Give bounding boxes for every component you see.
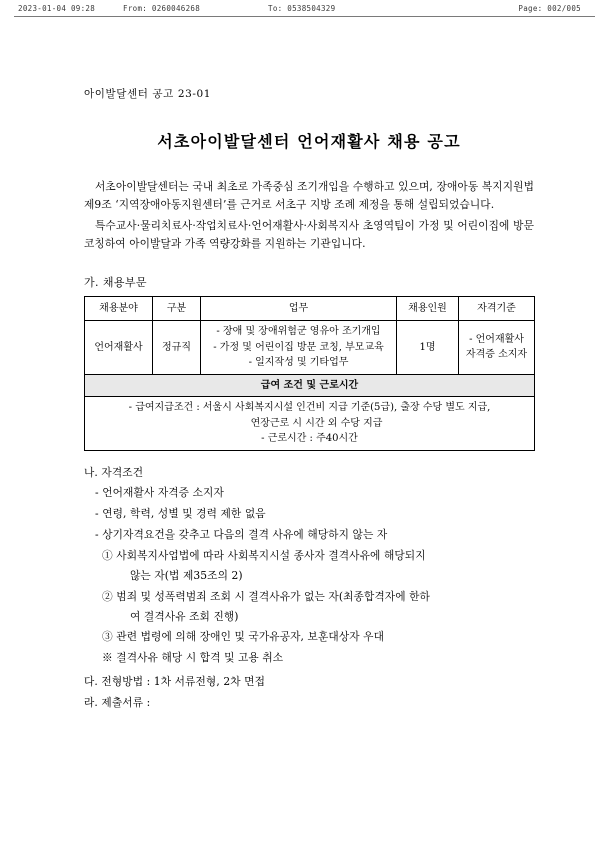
section-b-item-3: - 상기자격요건을 갖추고 다음의 결격 사유에 해당하지 않는 자 xyxy=(95,528,388,542)
duty-line-2: - 가정 및 어린이집 방문 코칭, 부모교육 xyxy=(213,341,384,353)
cell-field: 언어재활사 xyxy=(85,321,153,375)
duty-line-1: - 장애 및 장애위험군 영유아 조기개입 xyxy=(216,326,381,338)
page-title: 서초아이발달센터 언어재활사 채용 공고 xyxy=(157,132,461,151)
header-duty: 업무 xyxy=(201,296,397,321)
header-count: 채용인원 xyxy=(397,296,459,321)
subitem-1-line: ① 사회복지사업법에 따라 사회복지시설 종사자 결격사유에 해당되지 xyxy=(102,549,426,563)
subitem-3-line: ③ 관련 법령에 의해 장애인 및 국가유공자, 보훈대상자 우대 xyxy=(102,630,385,644)
section-b-subitem-3 xyxy=(84,627,534,647)
section-b-subitem-2 xyxy=(84,587,534,628)
section-b-item-2: - 연령, 학력, 성별 및 경력 제한 없음 xyxy=(95,507,266,521)
section-b-item-1: - 언어재활사 자격증 소지자 xyxy=(95,486,224,500)
fax-date: 2023-01-04 09:28 xyxy=(18,4,96,13)
fax-from: From: 0260046268 xyxy=(123,4,201,13)
table-row xyxy=(85,321,535,375)
subitem-1-cont: 않는 자(법 제35조의 2) xyxy=(130,569,243,583)
cell-count: 1명 xyxy=(397,321,459,375)
section-b-heading: 나. 자격조건 xyxy=(84,465,144,479)
conditions-header: 급여 조건 및 근로시간 xyxy=(85,374,535,397)
header-divider xyxy=(14,16,595,17)
section-a-heading: 가. 채용부문 xyxy=(84,275,147,289)
subitem-2-cont: 여 결격사유 조회 진행) xyxy=(130,610,239,624)
recruitment-table xyxy=(84,296,535,451)
condition-line-2: 연장근로 시 시간 외 수당 지급 xyxy=(250,417,383,429)
cell-qualification: - 언어재활사 자격증 소지자 xyxy=(459,321,535,375)
section-d: 라. 제출서류 : xyxy=(84,695,151,709)
intro-paragraph-1: 서초아이발달센터는 국내 최초로 가족중심 조기개입을 수행하고 있으며, 장애아동 복지지원법 제9조 ‘지역장애아동지원센터’를 근거로 서초구 지방 조례 제정을 통해 설립되었습니다. xyxy=(84,180,534,212)
header-field: 채용분야 xyxy=(85,296,153,321)
cell-duties xyxy=(201,321,397,375)
cell-type: 정규직 xyxy=(153,321,201,375)
intro-paragraph-2: 특수교사·물리치료사·작업치료사·언어재활사·사회복지사 초영역팀이 가정 및 어린이집에 방문 코칭하여 아이발달과 가족 역량강화를 지원하는 기관입니다. xyxy=(84,218,534,251)
spacer xyxy=(84,256,534,274)
cell-conditions xyxy=(85,397,535,451)
condition-line-1: - 급여지급조건 : 서울시 사회복지시설 인건비 지급 기준(5급), 출장 수당 별도 지급, xyxy=(128,402,491,414)
header-type: 구분 xyxy=(153,296,201,321)
fax-to: To: 0538504329 xyxy=(268,4,336,13)
header-qualification: 자격기준 xyxy=(459,296,535,321)
section-b-note: ※ 결격사유 해당 시 합격 및 고용 취소 xyxy=(102,650,284,664)
section-c: 다. 전형방법 : 1차 서류전형, 2차 면접 xyxy=(84,675,265,689)
section-b-block xyxy=(84,463,534,668)
section-b-subitem-1 xyxy=(84,546,534,587)
fax-page-number: Page: 002/005 xyxy=(518,4,581,13)
notice-number: 아이발달센터 공고 23-01 xyxy=(84,88,212,100)
subitem-2-line: ② 범죄 및 성폭력범죄 조회 시 결격사유가 없는 자(최종합격자에 한하 xyxy=(102,589,430,603)
conditions-row xyxy=(85,397,535,451)
document-body xyxy=(84,86,534,714)
fax-transmission-header xyxy=(0,4,609,13)
conditions-header-row xyxy=(85,374,535,397)
condition-line-3: - 근로시간 : 주40시간 xyxy=(261,433,358,445)
duty-line-3: - 일지작성 및 기타업무 xyxy=(248,357,349,369)
table-header-row xyxy=(85,296,535,321)
